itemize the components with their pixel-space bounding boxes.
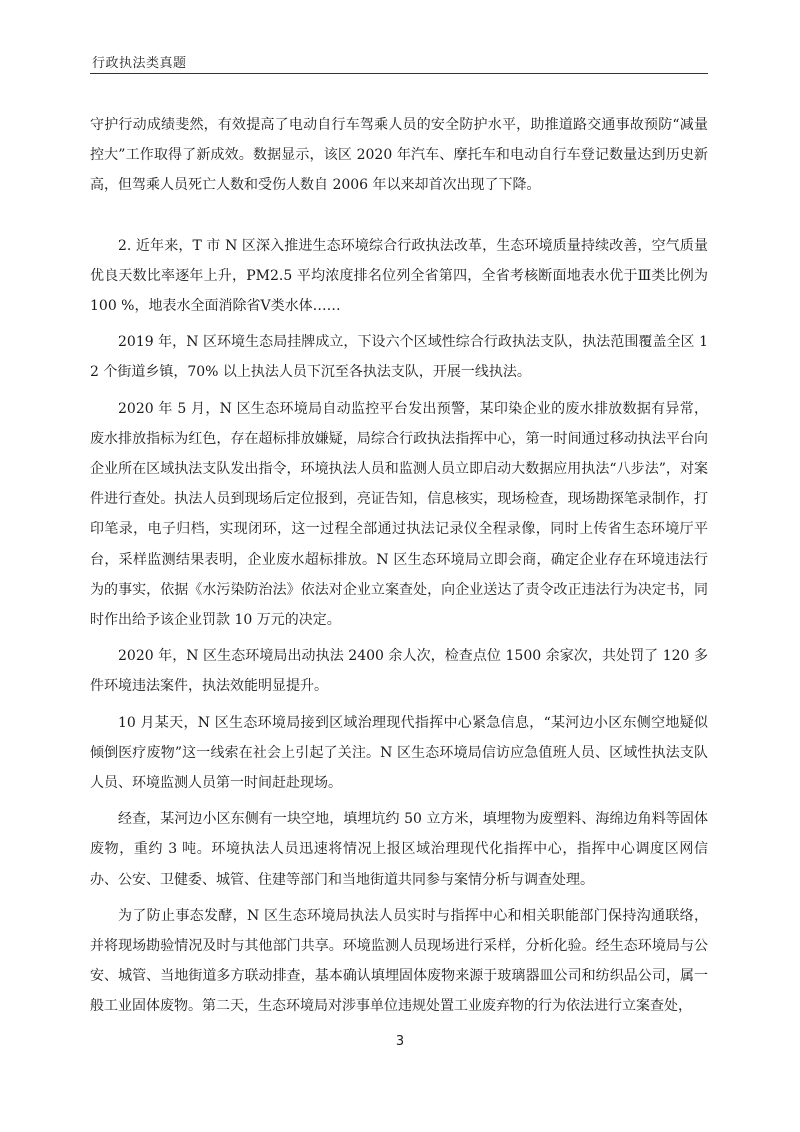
paragraph-continuation: 守护行动成绩斐然，有效提高了电动自行车驾乘人员的安全防护水平，助推道路交通事故预防“减量控大”工作取得了新成效。数据显示，该区 2020 年汽车、摩托车和电动自行车登记数量达到历史新高，但驾乘人员死亡人数和受伤人数自 2006 年以来却首次出现了下降。 bbox=[90, 117, 708, 194]
header-title: 行政执法类真题 bbox=[92, 56, 187, 71]
paragraph-investigation: 经查，某河边小区东侧有一块空地，填埋坑约 50 立方米，填埋物为废塑料、海绵边角料等固体废物，重约 3 吨。环境执法人员迅速将情况上报区域治理现代化指挥中心，指挥中心调度区网信办、公安、卫健委、城管、住建等部门和当地街道共同参与案情分析与调查处理。 bbox=[90, 811, 708, 888]
paragraph-2019-bureau: 2019 年，N 区环境生态局挂牌成立，下设六个区域性综合行政执法支队，执法范围覆盖全区 12 个街道乡镇，70% 以上执法人员下沉至各执法支队，开展一线执法。 bbox=[90, 334, 708, 381]
header-divider bbox=[90, 73, 708, 74]
page-number: 3 bbox=[395, 1034, 405, 1049]
paragraph-question-2-intro: 2. 近年来，T 市 N 区深入推进生态环境综合行政执法改革，生态环境质量持续改善，空气质量优良天数比率逐年上升，PM2.5 平均浓度排名位列全省第四，全省考核断面地表水优于Ⅲ类比例为 100 %，地表水全面消除省Ⅴ类水体…… bbox=[90, 237, 708, 315]
paragraph-2020-statistics: 2020 年，N 区生态环境局出动执法 2400 余人次，检查点位 1500 余家次，共处罚了 120 多件环境违法案件，执法效能明显提升。 bbox=[90, 648, 708, 695]
section-gap bbox=[90, 201, 708, 231]
paragraph-2020-may-case: 2020 年 5 月，N 区生态环境局自动监控平台发出预警，某印染企业的废水排放数据有异常，废水排放指标为红色，存在超标排放嫌疑，局综合行政执法指挥中心，第一时间通过移动执法平台向企业所在区域执法支队发出指令，环境执法人员和监测人员立即启动大数据应用执法“八步法”，对案件进行查处。执法人员到现场后定位报到，亮证告知，信息核实，现场检查，现场勘探笔录制作，打印笔录，电子归档，实现闭环，这一过程全部通过执法记录仪全程录像，同时上传省生态环境厅平台，采样监测结果表明，企业废水超标排放。N 区生态环境局立即会商，确定企业存在环境违法行为的事实，依据《水污染防治法》依法对企业立案查处，向企业送达了责令改正违法行为决定书，同时作出给予该企业罚款 10 万元的决定。 bbox=[90, 400, 708, 629]
paragraph-october-alert: 10 月某天，N 区生态环境局接到区域治理现代指挥中心紧急信息，“某河边小区东侧空地疑似倾倒医疗废物”这一线索在社会上引起了关注。N 区生态环境局信访应急值班人员、区域性执法支队人员、环境监测人员第一时间赶赴现场。 bbox=[90, 714, 708, 792]
document-body bbox=[90, 110, 708, 1022]
paragraph-coordination: 为了防止事态发酵，N 区生态环境局执法人员实时与指挥中心和相关职能部门保持沟通联络，并将现场勘验情况及时与其他部门共享。环境监测人员现场进行采样，分析化验。经生态环境局与公安、城管、当地街道多方联动排查，基本确认填埋固体废物来源于玻璃器皿公司和纺织品公司，属一般工业固体废物。第二天，生态环境局对涉事单位违规处置工业废弃物的行为依法进行立案查处， bbox=[90, 907, 708, 1015]
